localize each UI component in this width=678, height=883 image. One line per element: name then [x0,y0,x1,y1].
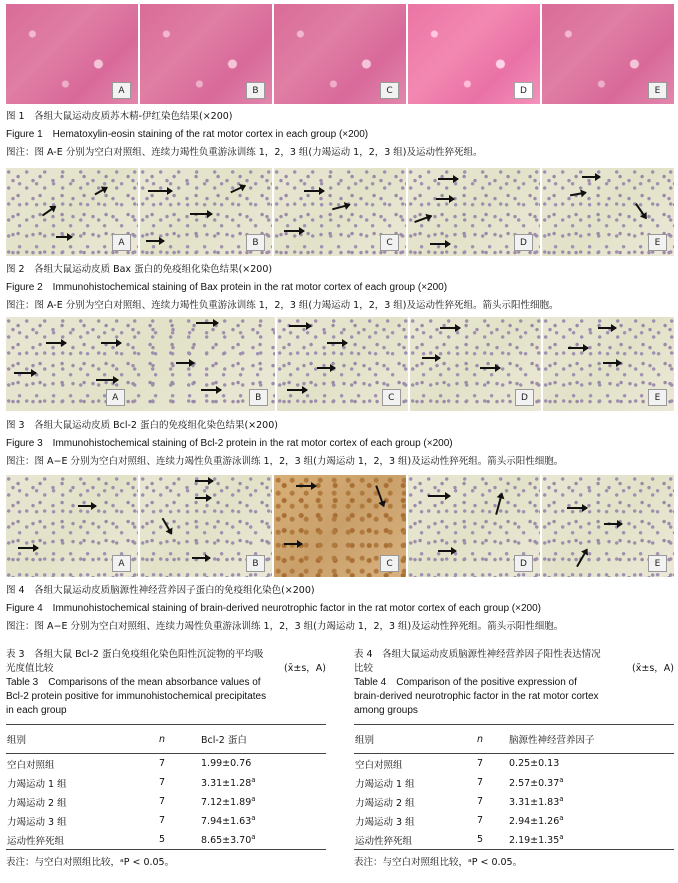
arrow-icon [96,379,118,381]
panel-label: E [648,555,667,572]
column-header: 脑源性神经营养因子 [508,725,674,754]
cell-n: 7 [477,815,484,826]
cell-group: 空白对照组 [355,759,403,771]
cell-value [508,792,674,811]
cell-group: 力竭运动 3 组 [355,816,415,828]
table-4-title-en-line3: among groups [354,705,418,716]
figure-2-caption-en: Figure 2 Immunohistochemical staining of Bax protein in the rat motor cortex of each group (×200) [6,282,448,293]
panel-label: D [515,389,534,406]
figure-2-panel-e [542,168,674,256]
cell-group: 力竭运动 2 组 [355,797,415,809]
figure-2-panel-a [6,168,138,256]
figure-4-caption-cn: 图 4 各组大鼠运动皮质脑源性神经营养因子蛋白的免疫组化染色(×200) [6,585,315,596]
arrow-icon [428,495,450,497]
arrow-icon [195,480,213,482]
arrow-icon [438,550,456,552]
table-3-title-cn-cont: 光度值比较 [6,663,54,674]
arrow-icon [332,204,350,211]
figure-1-panel-e [542,4,674,104]
cell-group: 力竭运动 3 组 [7,816,67,828]
cell-n: 5 [158,830,200,850]
table-3-title-cn-line2 [6,662,326,676]
panel-label: E [648,389,667,406]
column-header: n [476,725,508,754]
panel-label: C [380,234,399,251]
arrow-icon [582,176,600,178]
arrow-icon [317,367,335,369]
arrow-icon [56,236,72,238]
cell-group: 力竭运动 2 组 [7,797,67,809]
arrow-icon [375,485,384,506]
arrow-icon [284,543,302,545]
figure-3-caption-cn: 图 3 各组大鼠运动皮质 Bcl-2 蛋白的免疫组化染色结果(×200) [6,420,278,431]
figure-1-panel-b [140,4,272,104]
column-header: 组别 [354,725,476,754]
arrow-icon [78,505,96,507]
figure-4-panel-c [274,475,406,577]
figure-1-caption-en: Figure 1 Hematoxylin-eosin staining of the rat motor cortex in each group (×200) [6,129,369,140]
arrow-icon [190,213,212,215]
cell-value [508,754,674,774]
arrow-icon [148,190,172,192]
arrow-icon [430,243,450,245]
figure-3-caption-en: Figure 3 Immunohistochemical staining of Bcl-2 protein in the rat motor cortex of each group (×200) [6,438,453,449]
panel-label: C [382,389,401,406]
arrow-icon [570,192,586,197]
figure-4-panels [6,475,674,577]
table-3-title-en-line2: Bcl-2 protein positive for immunohistochemical precipitates [6,691,267,702]
arrow-icon [635,203,647,219]
table-3-title-en-line3: in each group [6,705,67,716]
table-3-note: 表注：与空白对照组比较，ᵃP < 0.05。 [6,857,175,868]
cell-value-text: 8.65±3.70 [201,835,252,847]
table-4-grid [354,724,674,850]
cell-n: 7 [477,796,484,807]
cell-value [200,792,326,811]
cell-n: 7 [159,758,166,769]
panel-label: D [514,82,533,99]
arrow-icon [567,507,587,509]
arrow-icon [296,485,316,487]
cell-value [200,811,326,830]
panel-label: E [648,234,667,251]
cell-group: 空白对照组 [7,759,55,771]
figure-3-panel-a [6,317,275,411]
cell-sup: a [559,794,564,803]
cell-sup: a [251,775,256,784]
table-row [354,754,674,774]
table-row [354,792,674,811]
arrow-icon [18,547,38,549]
cell-value [508,830,674,850]
cell-n: 7 [477,777,484,788]
table-row [6,754,326,774]
arrow-icon [287,389,307,391]
column-header: Bcl-2 蛋白 [200,725,326,754]
cell-value-text: 3.31±1.28 [201,778,252,790]
arrow-icon [201,389,221,391]
cell-group: 力竭运动 1 组 [7,778,67,790]
table-4-unit: (x̄±s，A) [632,663,674,674]
figure-4-panel-d [408,475,540,577]
cell-value [508,773,674,792]
arrow-icon [192,557,210,559]
table-header-row [6,725,326,754]
table-3-title-cn: 表 3 各组大鼠 Bcl-2 蛋白免疫组化染色阳性沉淀物的平均吸 [6,649,264,660]
arrow-icon [284,230,304,232]
figure-3-panel-c [277,317,408,411]
table-row [6,830,326,850]
table-4-title-cn-cont: 比较 [354,663,374,674]
cell-n: 7 [477,758,484,769]
figure-4-note: 图注：图 A−E 分别为空白对照组、连续力竭性负重游泳训练 1，2，3 组(力竭运动 1，2，3 组)及运动性猝死组。箭头示阳性细胞。 [6,621,564,632]
arrow-icon [304,190,324,192]
panel-label: B [246,234,265,251]
table-4-title-en-line2: brain-derived neurotrophic factor in the rat motor cortex [354,691,599,702]
arrow-icon [414,215,432,223]
panel-label: A [112,555,131,572]
arrow-icon [436,198,454,200]
figure-3-panel-e [543,317,674,411]
cell-value-text: 7.12±1.89 [201,797,252,809]
cell-sup: a [251,813,256,822]
cell-group: 运动性猝死组 [6,830,158,850]
panel-label: A [112,82,131,99]
cell-sup: a [559,813,564,822]
cell-group: 运动性猝死组 [354,830,476,850]
figure-2-panels [6,168,674,256]
figure-1-panels [6,4,674,104]
arrow-icon [162,518,173,535]
arrow-icon [14,372,36,374]
panel-label: A [112,234,131,251]
cell-value-text: 2.57±0.37 [509,778,560,790]
cell-value-text: 7.94±1.63 [201,816,252,828]
panel-label: C [380,555,399,572]
arrow-icon [598,327,616,329]
figure-2-caption-cn: 图 2 各组大鼠运动皮质 Bax 蛋白的免疫组化染色结果(×200) [6,264,273,275]
cell-value-text: 3.31±1.83 [509,797,560,809]
cell-n: 7 [159,796,166,807]
panel-label: B [249,389,268,406]
arrow-icon [576,549,588,567]
cell-sup: a [251,832,256,841]
cell-value [508,811,674,830]
arrow-icon [568,347,588,349]
table-3 [6,648,326,868]
figure-1-panel-c [274,4,406,104]
arrow-icon [603,362,621,364]
figure-1-panel-d [408,4,540,104]
table-4-title-cn: 表 4 各组大鼠运动皮质脑源性神经营养因子阳性表达情况 [354,649,601,660]
panel-label: D [514,234,533,251]
panel-label: B [246,82,265,99]
table-row [354,773,674,792]
figure-3-note: 图注：图 A−E 分别为空白对照组、连续力竭性负重游泳训练 1，2，3 组(力竭运动 1，2，3 组)及运动性猝死组。箭头示阳性细胞。 [6,456,564,467]
cell-n: 7 [159,777,166,788]
figure-4-panel-b [140,475,272,577]
arrow-icon [480,367,500,369]
figure-1-note: 图注：图 A-E 分别为空白对照组、连续力竭性负重游泳训练 1，2，3 组(力竭运动 1，2，3 组)及运动性猝死组。 [6,147,483,158]
cell-value [200,754,326,774]
arrow-icon [196,322,218,324]
table-4-title-cn-line2 [354,662,674,676]
cell-sup: a [251,794,256,803]
column-header: n [158,725,200,754]
arrow-icon [146,240,164,242]
table-row [354,811,674,830]
arrow-icon [495,493,503,515]
table-4-note: 表注：与空白对照组比较，ᵃP < 0.05。 [354,857,523,868]
figure-2-note: 图注：图 A-E 分别为空白对照组、连续力竭性负重游泳训练 1，2，3 组(力竭运动 1，2，3 组)及运动性猝死组。箭头示阳性细胞。 [6,300,559,311]
figure-2-panel-b [140,168,272,256]
table-4 [354,648,674,868]
cell-sup: a [559,832,564,841]
arrow-icon [94,187,107,196]
cell-value [200,773,326,792]
table-row [6,792,326,811]
cell-sup: a [559,775,564,784]
figure-2-panel-c [274,168,406,256]
arrow-icon [438,178,458,180]
panel-label: D [514,555,533,572]
cell-value-text: 1.99±0.76 [201,758,252,769]
panel-label: E [648,82,667,99]
cell-value-text: 2.94±1.26 [509,816,560,828]
cell-value-text: 2.19±1.35 [509,835,560,847]
arrow-icon [46,342,66,344]
figure-3-panels [6,317,674,411]
panel-label: B [246,555,265,572]
arrow-icon [422,357,440,359]
figure-4-panel-a [6,475,138,577]
cell-value [200,830,326,850]
arrow-icon [289,325,311,327]
figure-4-panel-e [542,475,674,577]
arrow-icon [176,362,194,364]
arrow-icon [230,185,245,194]
cell-group: 力竭运动 1 组 [355,778,415,790]
panel-label: A [106,389,125,406]
figure-2-panel-d [408,168,540,256]
arrow-icon [604,523,622,525]
arrow-icon [440,327,460,329]
table-3-unit: (x̄±s，A) [284,663,326,674]
panel-label: C [380,82,399,99]
figure-1-panel-a [6,4,138,104]
table-row [6,811,326,830]
table-row [6,773,326,792]
table-3-grid [6,724,326,850]
arrow-icon [101,342,121,344]
arrow-icon [327,342,347,344]
cell-value-text: 0.25±0.13 [509,758,560,769]
table-row [354,830,674,850]
table-3-title-en: Table 3 Comparisons of the mean absorbance values of [6,677,261,688]
arrow-icon [42,206,56,217]
figure-3-panel-d [410,317,541,411]
cell-n: 5 [476,830,508,850]
cell-n: 7 [159,815,166,826]
table-header-row [354,725,674,754]
figure-1-caption-cn: 图 1 各组大鼠运动皮质苏木精-伊红染色结果(×200) [6,111,233,122]
column-header: 组别 [6,725,158,754]
table-4-title-en: Table 4 Comparison of the positive expression of [354,677,577,688]
figure-4-caption-en: Figure 4 Immunohistochemical staining of brain-derived neurotrophic factor in the rat motor cortex of each group (×200) [6,603,541,614]
arrow-icon [195,497,211,499]
